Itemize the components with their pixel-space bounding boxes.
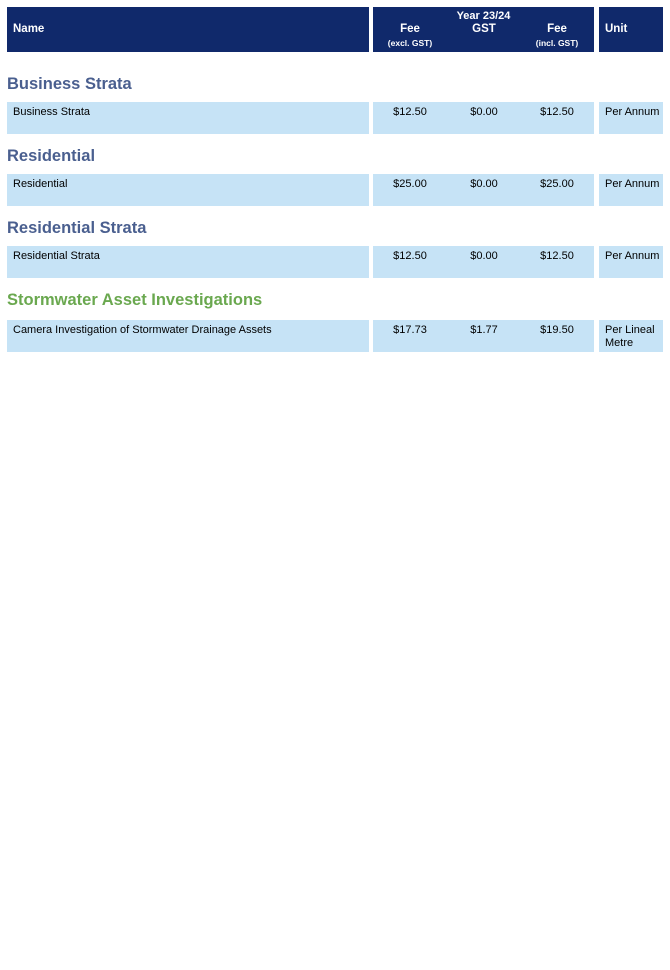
row-gst: $0.00 bbox=[470, 106, 498, 118]
row-name: Business Strata bbox=[7, 102, 369, 134]
row-fee-incl: $19.50 bbox=[540, 324, 574, 336]
row-fees bbox=[373, 102, 594, 134]
row-gst: $1.77 bbox=[470, 324, 498, 336]
section-title-business-strata: Business Strata bbox=[7, 75, 132, 93]
row-unit: Per Annum bbox=[599, 174, 663, 206]
row-fee-excl: $17.73 bbox=[393, 324, 427, 336]
row-fee-excl: $12.50 bbox=[393, 250, 427, 262]
row-gst: $0.00 bbox=[470, 250, 498, 262]
year-label: Year 23/24 bbox=[456, 10, 511, 22]
row-unit: Per Lineal Metre bbox=[599, 320, 663, 352]
gst-label: GST bbox=[472, 23, 496, 35]
row-fee-incl: $25.00 bbox=[540, 178, 574, 190]
row-name: Camera Investigation of Stormwater Drainage Assets bbox=[7, 320, 369, 352]
row-fee-excl: $25.00 bbox=[393, 178, 427, 190]
section-title-residential: Residential bbox=[7, 147, 96, 165]
section-title-stormwater: Stormwater Asset Investigations bbox=[7, 291, 263, 309]
column-header-unit bbox=[599, 7, 663, 52]
section-title-residential-strata: Residential Strata bbox=[7, 219, 147, 237]
fee-incl-sublabel: (incl. GST) bbox=[535, 38, 579, 48]
row-fees bbox=[373, 320, 594, 352]
fee-excl-label: Fee bbox=[400, 23, 420, 35]
row-name: Residential Strata bbox=[7, 246, 369, 278]
row-fee-incl: $12.50 bbox=[540, 106, 574, 118]
row-gst: $0.00 bbox=[470, 178, 498, 190]
column-header-year-group bbox=[373, 7, 594, 52]
column-header-unit-label: Unit bbox=[605, 23, 628, 35]
row-fees bbox=[373, 174, 594, 206]
row-unit: Per Annum bbox=[599, 102, 663, 134]
row-fee-incl: $12.50 bbox=[540, 250, 574, 262]
fee-excl-sublabel: (excl. GST) bbox=[387, 38, 433, 48]
column-header-name bbox=[7, 7, 369, 52]
row-fee-excl: $12.50 bbox=[393, 106, 427, 118]
fee-incl-label: Fee bbox=[547, 23, 567, 35]
row-fees bbox=[373, 246, 594, 278]
row-name: Residential bbox=[7, 174, 369, 206]
column-header-name-label: Name bbox=[13, 23, 45, 35]
row-unit: Per Annum bbox=[599, 246, 663, 278]
